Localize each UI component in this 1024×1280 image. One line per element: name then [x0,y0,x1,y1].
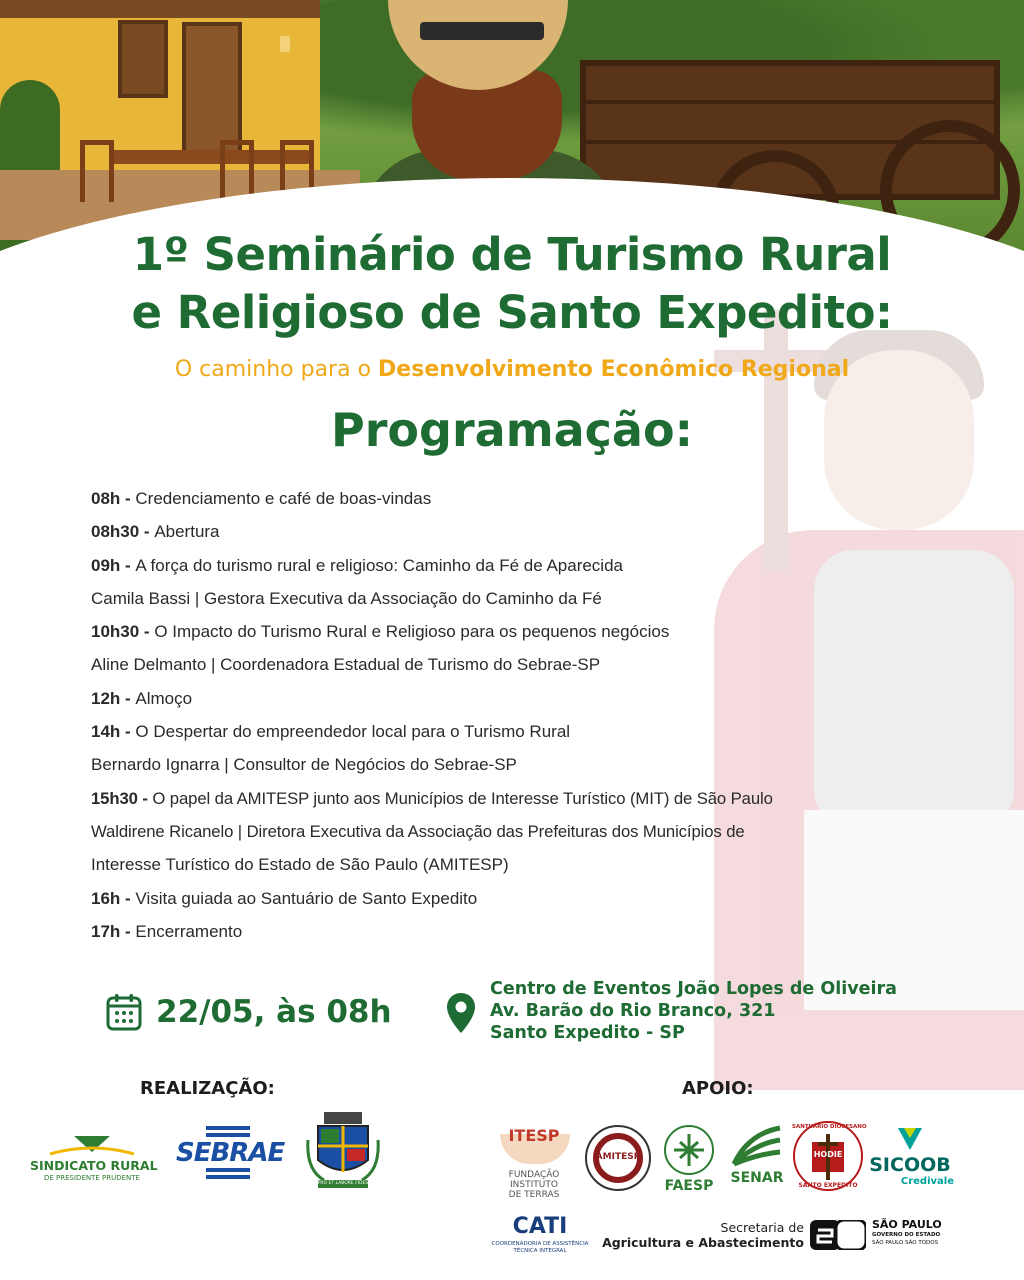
schedule-text: Visita guiada ao Santuário de Santo Expedito [135,888,478,908]
schedule-text: O Despertar do empreendedor local para o Turismo Rural [135,722,571,742]
senar-wheat-icon [728,1124,786,1168]
schedule-time: 08h - [91,489,136,508]
schedule-text: Abertura [154,522,220,542]
schedule-time: 12h - [91,688,136,708]
schedule-item [91,482,921,515]
santuario-center: HODIE [813,1150,843,1159]
cati-name: CATI [512,1214,568,1239]
itesp-acronym: ITESP [508,1126,560,1145]
event-title [0,226,1024,342]
schedule-item [91,815,921,848]
schedule-text: A força do turismo rural e religioso: Caminho da Fé de Aparecida [135,555,623,575]
schedule-text: Credenciamento e café de boas-vindas [135,489,432,508]
sindicato-emblem-icon [30,1132,154,1156]
calendar-icon [106,993,142,1031]
venue-address: Av. Barão do Rio Branco, 321 [490,1001,776,1021]
sindicato-name: SINDICATO RURAL [30,1158,158,1173]
schedule-time: 10h30 - [91,622,155,642]
itesp-line3: DE TERRAS [508,1190,560,1200]
itesp-logo [496,1126,572,1202]
schedule-time: 08h30 - [91,522,155,542]
sebrae-logo [176,1124,285,1180]
date-text: 22/05, às 08h [156,994,392,1030]
venue-city: Santo Expedito - SP [490,1023,685,1043]
title-line-1: 1º Seminário de Turismo Rural [132,228,892,281]
venue-name: Centro de Eventos João Lopes de Oliveira [490,979,897,999]
sao-paulo-governo-logo [810,1218,954,1258]
schedule-item [91,682,921,715]
sindicato-rural-logo [30,1132,158,1184]
amitesp-logo [584,1124,652,1192]
brasao-motto: PRO ET LABORE FIDES [317,1181,369,1186]
faesp-logo [660,1124,718,1194]
schedule-item [91,915,921,948]
schedule-text: Interesse Turístico do Estado de São Paulo (AMITESP) [91,855,509,875]
sp-sub2: SÃO PAULO SÃO TODOS [872,1240,939,1246]
coat-of-arms-icon [304,1110,382,1190]
sebrae-name: SEBRAE [176,1138,285,1168]
secretaria-line2: Agricultura e Abastecimento [602,1235,804,1250]
santuario-bottom: SANTO EXPEDITO [798,1182,858,1189]
schedule-text: Bernardo Ignarra | Consultor de Negócios do Sebrae-SP [91,755,517,775]
schedule-item [91,582,921,615]
secretaria-line1: Secretaria de [720,1220,804,1235]
sicoob-logo [866,1126,954,1192]
santuario-top: SANTUÁRIO DIOCESANO [792,1124,867,1130]
schedule-item [91,715,921,748]
schedule-text: Almoço [135,688,193,708]
schedule-text: Camila Bassi | Gestora Executiva da Associação do Caminho da Fé [91,588,602,608]
schedule-item [91,549,921,582]
schedule-time: 09h - [91,555,136,575]
sindicato-sub: DE PRESIDENTE PRUDENTE [44,1174,140,1182]
schedule-text: Encerramento [135,921,243,941]
santuario-logo [792,1120,867,1192]
schedule-time: 16h - [91,888,136,908]
cati-sub2: TÉCNICA INTEGRAL [513,1248,567,1254]
cati-logo [490,1214,590,1256]
senar-logo [728,1124,786,1194]
schedule-text: O papel da AMITESP junto aos Municípios de Interesse Turístico (MIT) de São Paulo [152,788,773,808]
schedule-item [91,848,921,881]
sp-symbol-icon [810,1220,866,1250]
map-pin-icon [446,992,476,1034]
schedule-item [91,782,921,815]
itesp-line1: FUNDAÇÃO [508,1170,560,1180]
program-heading: Programação: [331,403,693,457]
itesp-line2: INSTITUTO [510,1180,558,1190]
event-location [446,978,897,1044]
santo-expedito-brasao [304,1110,382,1190]
schedule-list [91,482,921,948]
faesp-seal-icon [660,1124,718,1176]
schedule-text: Aline Delmanto | Coordenadora Estadual de Turismo do Sebrae-SP [91,655,601,675]
schedule-item [91,882,921,915]
sp-name: SÃO PAULO [872,1218,942,1231]
secretaria-agricultura [604,1220,804,1254]
event-subtitle [0,356,1024,384]
schedule-item [91,748,921,781]
amitesp-name: AMITESP [595,1152,641,1162]
schedule-item [91,515,921,548]
schedule-text: O Impacto do Turismo Rural e Religioso para os pequenos negócios [154,622,670,642]
faesp-name: FAESP [664,1178,714,1194]
sicoob-chevron-icon [866,1126,954,1152]
apoio-label: APOIO: [682,1078,754,1099]
sicoob-sub: Credivale [900,1176,954,1187]
title-line-2: e Religioso de Santo Expedito: [131,286,893,339]
schedule-time: 15h30 - [91,788,153,808]
schedule-time: 14h - [91,722,136,742]
subtitle-prefix: O caminho para o [174,357,379,382]
schedule-item [91,615,921,648]
event-date [106,990,392,1034]
senar-name: SENAR [730,1170,784,1186]
schedule-time: 17h - [91,921,136,941]
sp-sub1: GOVERNO DO ESTADO [872,1232,941,1238]
schedule-item [91,648,921,681]
cati-sub1: COORDENADORIA DE ASSISTÊNCIA [491,1241,589,1247]
sicoob-name: SICOOB [869,1154,951,1176]
realizacao-label: REALIZAÇÃO: [140,1078,275,1099]
subtitle-emphasis: Desenvolvimento Econômico Regional [378,357,850,382]
schedule-text: Waldirene Ricanelo | Diretora Executiva da Associação das Prefeituras dos Municípios de [91,821,745,841]
